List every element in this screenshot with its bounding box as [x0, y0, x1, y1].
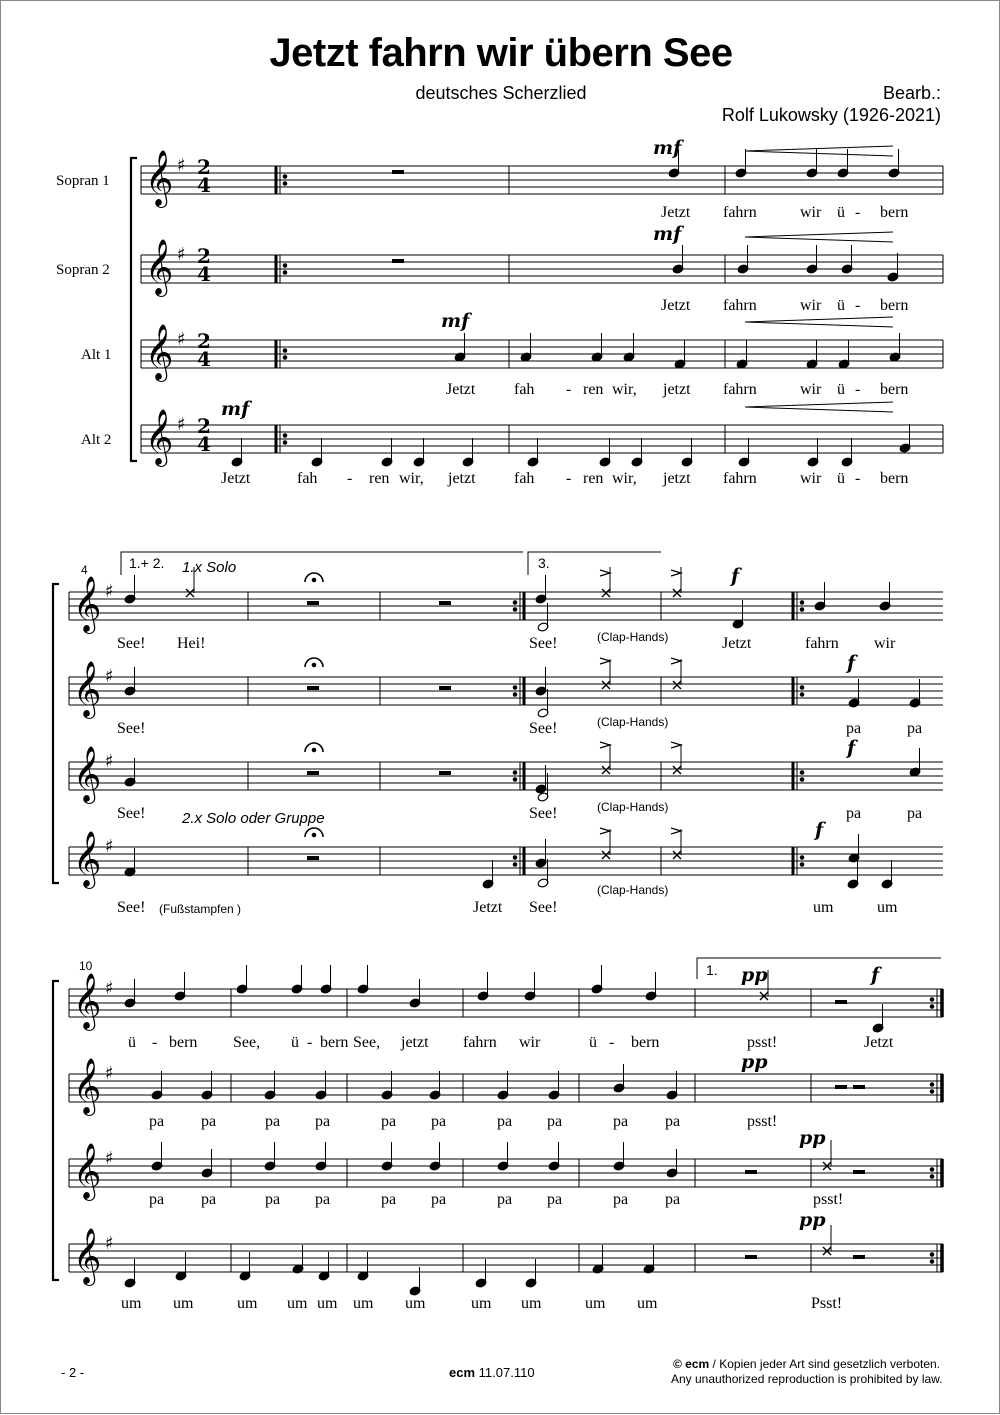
lyric-syllable: pa	[547, 1113, 563, 1130]
measure-number: 10	[79, 959, 93, 973]
key-signature-sharp-icon: ♯	[105, 836, 114, 857]
lyric-syllable: wir	[800, 470, 822, 487]
key-signature-sharp-icon: ♯	[105, 751, 114, 772]
accent-mark	[671, 658, 681, 664]
repeat-dot	[930, 1253, 934, 1257]
treble-clef-icon: 𝄞	[73, 973, 102, 1029]
lyric-syllable: pa	[201, 1191, 217, 1208]
lyric-syllable: Jetzt	[864, 1034, 894, 1051]
repeat-dot	[930, 1175, 934, 1179]
lyric-syllable: pa	[201, 1113, 217, 1130]
lyric-syllable: um	[813, 899, 834, 916]
lyric-syllable: pa	[265, 1191, 281, 1208]
whole-rest	[835, 1085, 847, 1089]
key-signature-sharp-icon: ♯	[177, 155, 186, 176]
crescendo-hairpin	[745, 402, 893, 412]
treble-clef-icon: 𝄞	[73, 661, 102, 717]
page-title: Jetzt fahrn wir übern See	[269, 31, 733, 75]
lyric-syllable: psst!	[813, 1191, 844, 1208]
lyric-syllable: um	[521, 1295, 542, 1312]
repeat-dot	[283, 441, 287, 445]
repeat-dot	[800, 863, 804, 867]
lyric-syllable: um	[237, 1295, 258, 1312]
lyric-syllable: um	[585, 1295, 606, 1312]
clap-notehead	[673, 851, 681, 859]
key-signature-sharp-icon: ♯	[105, 581, 114, 602]
lyric-syllable: pa	[431, 1191, 447, 1208]
lyric-syllable: jetzt	[663, 381, 691, 398]
clap-notehead	[673, 766, 681, 774]
lyric-syllable: pa	[497, 1191, 513, 1208]
treble-clef-icon: 𝄞	[145, 409, 174, 465]
lyric-syllable: wir	[800, 381, 822, 398]
lyric-syllable: fah	[514, 470, 535, 487]
lyric-syllable: bern	[880, 470, 909, 487]
whole-rest	[307, 601, 319, 605]
dynamic-mf: mf	[441, 310, 470, 332]
repeat-dot	[930, 1168, 934, 1172]
time-signature: 2 4	[197, 155, 211, 197]
repeat-dot	[800, 771, 804, 775]
lyric-syllable: pa	[497, 1113, 513, 1130]
lyric-syllable: ü	[128, 1034, 136, 1051]
dynamic-mf: mf	[653, 137, 682, 159]
lyric-syllable: jetzt	[663, 470, 691, 487]
key-signature-sharp-icon: ♯	[105, 1148, 114, 1169]
repeat-dot	[930, 998, 934, 1002]
lyric-syllable: psst!	[747, 1034, 778, 1051]
treble-clef-icon: 𝄞	[73, 576, 102, 632]
volta-label: 3.	[538, 555, 550, 571]
dynamic-pp: pp	[799, 1209, 826, 1231]
lyric-syllable: ü	[589, 1034, 597, 1051]
lyric-syllable: See!	[117, 805, 146, 822]
lyric-syllable: wir	[519, 1034, 541, 1051]
lyric-syllable: See!	[117, 635, 146, 652]
whole-rest	[745, 1255, 757, 1259]
key-signature-sharp-icon: ♯	[105, 1233, 114, 1254]
lyric-syllable: Jetzt	[473, 899, 503, 916]
repeat-dot	[513, 778, 517, 782]
lyric-syllable: wir,	[612, 381, 637, 398]
instruction-solo-group: 2.x Solo oder Gruppe	[182, 810, 325, 827]
crescendo-hairpin	[745, 232, 893, 242]
voice-label-sopran-1: Sopran 1	[56, 173, 110, 189]
key-signature-sharp-icon: ♯	[105, 1063, 114, 1084]
repeat-dot	[513, 693, 517, 697]
dynamic-mf: mf	[221, 398, 250, 420]
repeat-dot	[513, 608, 517, 612]
lyric-syllable: Jetzt	[722, 635, 752, 652]
lyric-syllable: -	[855, 297, 861, 314]
accent-mark	[600, 742, 610, 748]
lyric-syllable: um	[471, 1295, 492, 1312]
lyric-syllable: pa	[665, 1191, 681, 1208]
lyric-syllable: -	[855, 381, 861, 398]
lyric-syllable: bern	[169, 1034, 198, 1051]
lyric-syllable: um	[173, 1295, 194, 1312]
treble-clef-icon: 𝄞	[73, 1143, 102, 1199]
lyric-syllable: -	[152, 1034, 158, 1051]
crescendo-hairpin	[745, 317, 893, 327]
lyric-syllable: um	[121, 1295, 142, 1312]
lyric-syllable: -	[855, 204, 861, 221]
whole-rest	[392, 259, 404, 263]
treble-clef-icon: 𝄞	[73, 746, 102, 802]
lyric-syllable: See!	[117, 899, 146, 916]
repeat-dot	[513, 771, 517, 775]
instruction-clap: (Clap-Hands)	[597, 800, 669, 814]
lyric-syllable: um	[405, 1295, 426, 1312]
arranger-label: Bearb.:	[882, 83, 941, 103]
time-signature: 2 4	[197, 329, 211, 371]
clap-notehead	[186, 589, 194, 597]
clap-notehead	[602, 851, 610, 859]
repeat-dot	[800, 601, 804, 605]
lyric-syllable: um	[353, 1295, 374, 1312]
lyric-syllable: um	[877, 899, 898, 916]
lyric-syllable: pa	[149, 1113, 165, 1130]
volta-label: 1.+ 2.	[129, 555, 165, 571]
lyric-syllable: wir,	[399, 470, 424, 487]
lyric-syllable: See,	[353, 1034, 381, 1051]
time-signature: 2 4	[197, 414, 211, 456]
volta-bracket	[697, 958, 941, 979]
voice-label-alt-2: Alt 2	[81, 432, 112, 448]
dynamic-f: f	[847, 737, 856, 759]
lyric-syllable: pa	[907, 805, 923, 822]
repeat-dot	[800, 693, 804, 697]
repeat-dot	[930, 1083, 934, 1087]
clap-notehead	[673, 589, 681, 597]
system-bracket	[53, 584, 59, 883]
repeat-dot	[513, 601, 517, 605]
clap-notehead	[602, 681, 610, 689]
fermata-dot	[312, 578, 316, 582]
lyric-syllable: ü	[837, 381, 845, 398]
clap-notehead	[673, 681, 681, 689]
lyric-syllable: bern	[631, 1034, 660, 1051]
lyric-syllable: pa	[547, 1191, 563, 1208]
lyric-syllable: bern	[880, 204, 909, 221]
lyric-syllable: Hei!	[177, 635, 206, 652]
key-signature-sharp-icon: ♯	[177, 244, 186, 265]
whole-rest	[307, 856, 319, 860]
page-number: - 2 -	[61, 1365, 85, 1380]
lyric-syllable: fahrn	[723, 204, 757, 221]
fermata-dot	[312, 663, 316, 667]
dynamic-mf: mf	[653, 223, 682, 245]
lyric-syllable: pa	[846, 720, 862, 737]
lyric-syllable: See,	[233, 1034, 261, 1051]
whole-rest	[392, 170, 404, 174]
lyric-syllable: -	[566, 470, 572, 487]
accent-mark	[600, 828, 610, 834]
lyric-syllable: bern	[320, 1034, 349, 1051]
repeat-dot	[283, 349, 287, 353]
dynamic-f: f	[815, 819, 824, 841]
lyric-syllable: -	[855, 470, 861, 487]
lyric-syllable: pa	[315, 1113, 331, 1130]
key-signature-sharp-icon: ♯	[177, 414, 186, 435]
treble-clef-icon: 𝄞	[73, 831, 102, 887]
lyric-syllable: pa	[315, 1191, 331, 1208]
repeat-dot	[283, 175, 287, 179]
lyric-syllable: pa	[381, 1191, 397, 1208]
accent-mark	[671, 828, 681, 834]
lyric-syllable: pa	[907, 720, 923, 737]
accent-mark	[671, 570, 681, 576]
lyric-syllable: pa	[613, 1191, 629, 1208]
dynamic-f: f	[847, 652, 856, 674]
lyric-syllable: Jetzt	[221, 470, 251, 487]
whole-rest	[853, 1085, 865, 1089]
crescendo-hairpin	[745, 146, 893, 156]
clap-notehead	[602, 589, 610, 597]
repeat-dot	[930, 1090, 934, 1094]
copyright-notice-en: Any unauthorized reproduction is prohibited by law.	[671, 1372, 943, 1386]
arranger-name: Rolf Lukowsky (1926-2021)	[721, 105, 941, 125]
repeat-dot	[800, 686, 804, 690]
lyric-syllable: pa	[265, 1113, 281, 1130]
lyric-syllable: pa	[613, 1113, 629, 1130]
lyric-syllable: pa	[381, 1113, 397, 1130]
lyric-syllable: Jetzt	[446, 381, 476, 398]
lyric-syllable: fahrn	[723, 297, 757, 314]
key-signature-sharp-icon: ♯	[105, 666, 114, 687]
lyric-syllable: jetzt	[401, 1034, 429, 1051]
repeat-dot	[283, 271, 287, 275]
key-signature-sharp-icon: ♯	[177, 329, 186, 350]
lyric-syllable: See!	[117, 720, 146, 737]
whole-rest	[835, 1000, 847, 1004]
system-bracket	[131, 158, 137, 461]
lyric-syllable: fahrn	[805, 635, 839, 652]
lyric-syllable: See!	[529, 635, 558, 652]
lyric-syllable: psst!	[747, 1113, 778, 1130]
whole-rest	[439, 686, 451, 690]
whole-rest	[853, 1255, 865, 1259]
lyric-syllable: fahrn	[463, 1034, 497, 1051]
copyright-notice: © ecm / Kopien jeder Art sind gesetzlich verboten.	[673, 1357, 941, 1371]
treble-clef-icon: 𝄞	[145, 239, 174, 295]
lyric-syllable: See!	[529, 805, 558, 822]
repeat-dot	[800, 608, 804, 612]
lyric-syllable: See!	[529, 720, 558, 737]
fermata-dot	[312, 748, 316, 752]
system-bracket	[53, 981, 59, 1280]
whole-rest	[745, 1170, 757, 1174]
voice-label-alt-1: Alt 1	[81, 347, 112, 363]
volta-label: 1.	[706, 962, 718, 978]
treble-clef-icon: 𝄞	[145, 150, 174, 206]
whole-rest	[307, 686, 319, 690]
whole-rest	[853, 1170, 865, 1174]
whole-rest	[307, 771, 319, 775]
lyric-syllable: ü	[837, 297, 845, 314]
lyric-syllable: pa	[149, 1191, 165, 1208]
repeat-dot	[930, 1005, 934, 1009]
whole-rest	[439, 601, 451, 605]
instruction-clap: (Clap-Hands)	[597, 715, 669, 729]
lyric-syllable: fahrn	[723, 470, 757, 487]
treble-clef-icon: 𝄞	[73, 1228, 102, 1284]
lyric-syllable: wir	[800, 204, 822, 221]
measure-number: 4	[81, 563, 88, 577]
fermata-dot	[312, 833, 316, 837]
repeat-dot	[800, 778, 804, 782]
accent-mark	[671, 742, 681, 748]
instruction-clap: (Clap-Hands)	[597, 883, 669, 897]
subtitle: deutsches Scherzlied	[415, 83, 587, 103]
instruction-solo: 1.x Solo	[182, 559, 237, 576]
instruction-stomp: (Fußstampfen )	[159, 902, 242, 916]
whole-rest	[439, 771, 451, 775]
lyric-syllable: Jetzt	[661, 204, 691, 221]
lyric-syllable: bern	[880, 297, 909, 314]
lyric-syllable: ren	[369, 470, 390, 487]
repeat-dot	[513, 686, 517, 690]
dynamic-f: f	[871, 964, 880, 986]
lyric-syllable: ü	[291, 1034, 299, 1051]
treble-clef-icon: 𝄞	[145, 324, 174, 380]
clap-notehead	[602, 766, 610, 774]
lyric-syllable: wir	[874, 635, 896, 652]
lyric-syllable: um	[287, 1295, 308, 1312]
dynamic-pp: pp	[741, 1051, 768, 1073]
catalog-number: ecm 11.07.110	[449, 1365, 535, 1380]
repeat-dot	[283, 356, 287, 360]
repeat-dot	[283, 182, 287, 186]
lyric-syllable: -	[609, 1034, 615, 1051]
repeat-dot	[513, 863, 517, 867]
dynamic-pp: pp	[799, 1127, 826, 1149]
lyric-syllable: wir,	[612, 470, 637, 487]
time-signature: 2 4	[197, 244, 211, 286]
repeat-dot	[930, 1260, 934, 1264]
lyric-syllable: -	[307, 1034, 313, 1051]
lyric-syllable: ü	[837, 204, 845, 221]
lyric-syllable: -	[566, 381, 572, 398]
treble-clef-icon: 𝄞	[73, 1058, 102, 1114]
lyric-syllable: Jetzt	[661, 297, 691, 314]
dynamic-pp: pp	[741, 964, 768, 986]
lyric-syllable: um	[317, 1295, 338, 1312]
repeat-dot	[800, 856, 804, 860]
lyric-syllable: See!	[529, 899, 558, 916]
lyric-syllable: pa	[665, 1113, 681, 1130]
lyric-syllable: fah	[514, 381, 535, 398]
repeat-dot	[283, 264, 287, 268]
lyric-syllable: wir	[800, 297, 822, 314]
lyric-syllable: jetzt	[448, 470, 476, 487]
lyric-syllable: pa	[846, 805, 862, 822]
accent-mark	[600, 658, 610, 664]
lyric-syllable: um	[637, 1295, 658, 1312]
repeat-dot	[283, 434, 287, 438]
lyric-syllable: ü	[837, 470, 845, 487]
dynamic-f: f	[731, 565, 740, 587]
lyric-syllable: ren	[583, 381, 604, 398]
key-signature-sharp-icon: ♯	[105, 978, 114, 999]
lyric-syllable: -	[347, 470, 353, 487]
lyric-syllable: fah	[297, 470, 318, 487]
voice-label-sopran-2: Sopran 2	[56, 262, 110, 278]
lyric-syllable: bern	[880, 381, 909, 398]
lyric-syllable: ren	[583, 470, 604, 487]
accent-mark	[600, 570, 610, 576]
lyric-syllable: fahrn	[723, 381, 757, 398]
repeat-dot	[513, 856, 517, 860]
instruction-clap: (Clap-Hands)	[597, 630, 669, 644]
lyric-syllable: Psst!	[811, 1295, 843, 1312]
lyric-syllable: pa	[431, 1113, 447, 1130]
